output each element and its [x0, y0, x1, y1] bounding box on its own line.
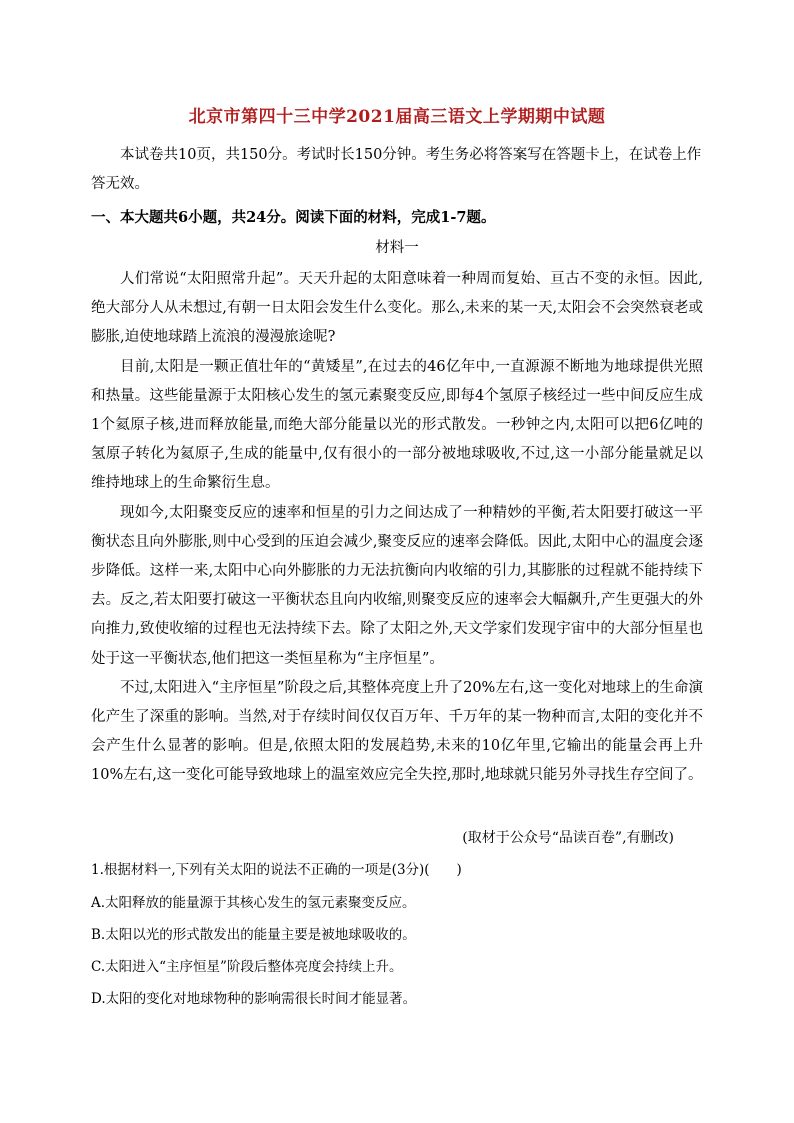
- material-body: [91, 265, 703, 791]
- paragraph: 人们常说“太阳照常升起”。天天升起的太阳意味着一种周而复始、亘古不变的永恒。因此,绝大部分人从未想过,有朝一日太阳会发生什么变化。那么,未来的某一天,太阳会不会突然衰老或膨胀,迫使地球踏上流浪的漫漫旅途呢?: [91, 271, 703, 346]
- instructions-text: 本试卷共10页，共150分。考试时长150分钟。考生务必将答案写在答题卡上，在试卷上作答无效。: [91, 147, 702, 192]
- paragraph: 不过,太阳进入“主序恒星”阶段之后,其整体亮度上升了20%左右,这一变化对地球上的生命演化产生了深重的影响。当然,对于存续时间仅仅百万年、千万年的某一物种而言,太阳的变化并不会产生什么显著的影响。但是,依照太阳的发展趋势,未来的10亿年里,它输出的能量会再上升10%左右,这一变化可能导致地球上的温室效应完全失控,那时,地球就只能另外寻找生存空间了。: [91, 679, 703, 784]
- option-d: D.太阳的变化对地球物种的影响需很长时间才能显著。: [91, 991, 417, 1007]
- source-note: (取材于公众号“品读百卷”,有删改): [462, 830, 674, 846]
- exam-instructions: [91, 141, 703, 199]
- option-b: B.太阳以光的形式散发出的能量主要是被地球吸收的。: [91, 927, 416, 943]
- option-a: A.太阳释放的能量源于其核心发生的氢元素聚变反应。: [91, 895, 416, 911]
- option-c: C.太阳进入“主序恒星”阶段后整体亮度会持续上升。: [91, 959, 403, 975]
- section-heading: 一、本大题共6小题，共24分。阅读下面的材料，完成1-7题。: [91, 209, 496, 226]
- material-label: 材料一: [375, 240, 419, 256]
- page-title: 北京市第四十三中学2021届高三语文上学期期中试题: [188, 107, 606, 127]
- paragraph: 目前,太阳是一颗正值壮年的“黄矮星”,在过去的46亿年中,一直源源不断地为地球提供光照和热量。这些能量源于太阳核心发生的氢元素聚变反应,即每4个氢原子核经过一些中间反应生成1个氦原子核,进而释放能量,而绝大部分能量以光的形式散发。一秒钟之内,太阳可以把6亿吨的氢原子转化为氦原子,生成的能量中,仅有很小的一部分被地球吸收,不过,这一小部分能量就足以维持地球上的生命繁衍生息。: [91, 358, 703, 492]
- paragraph: 现如今,太阳聚变反应的速率和恒星的引力之间达成了一种精妙的平衡,若太阳要打破这一平衡状态且向外膨胀,则中心受到的压迫会减少,聚变反应的速率会降低。因此,太阳中心的温度会逐步降低。这样一来,太阳中心向外膨胀的力无法抗衡向内收缩的引力,其膨胀的过程就不能持续下去。反之,若太阳要打破这一平衡状态且向内收缩,则聚变反应的速率会大幅飙升,产生更强大的外向推力,致使收缩的过程也无法持续下去。除了太阳之外,天文学家们发现宇宙中的大部分恒星也处于这一平衡状态,他们把这一类恒星称为“主序恒星”。: [91, 504, 703, 667]
- question-stem: 1.根据材料一,下列有关太阳的说法不正确的一项是(3分)( ): [91, 862, 462, 878]
